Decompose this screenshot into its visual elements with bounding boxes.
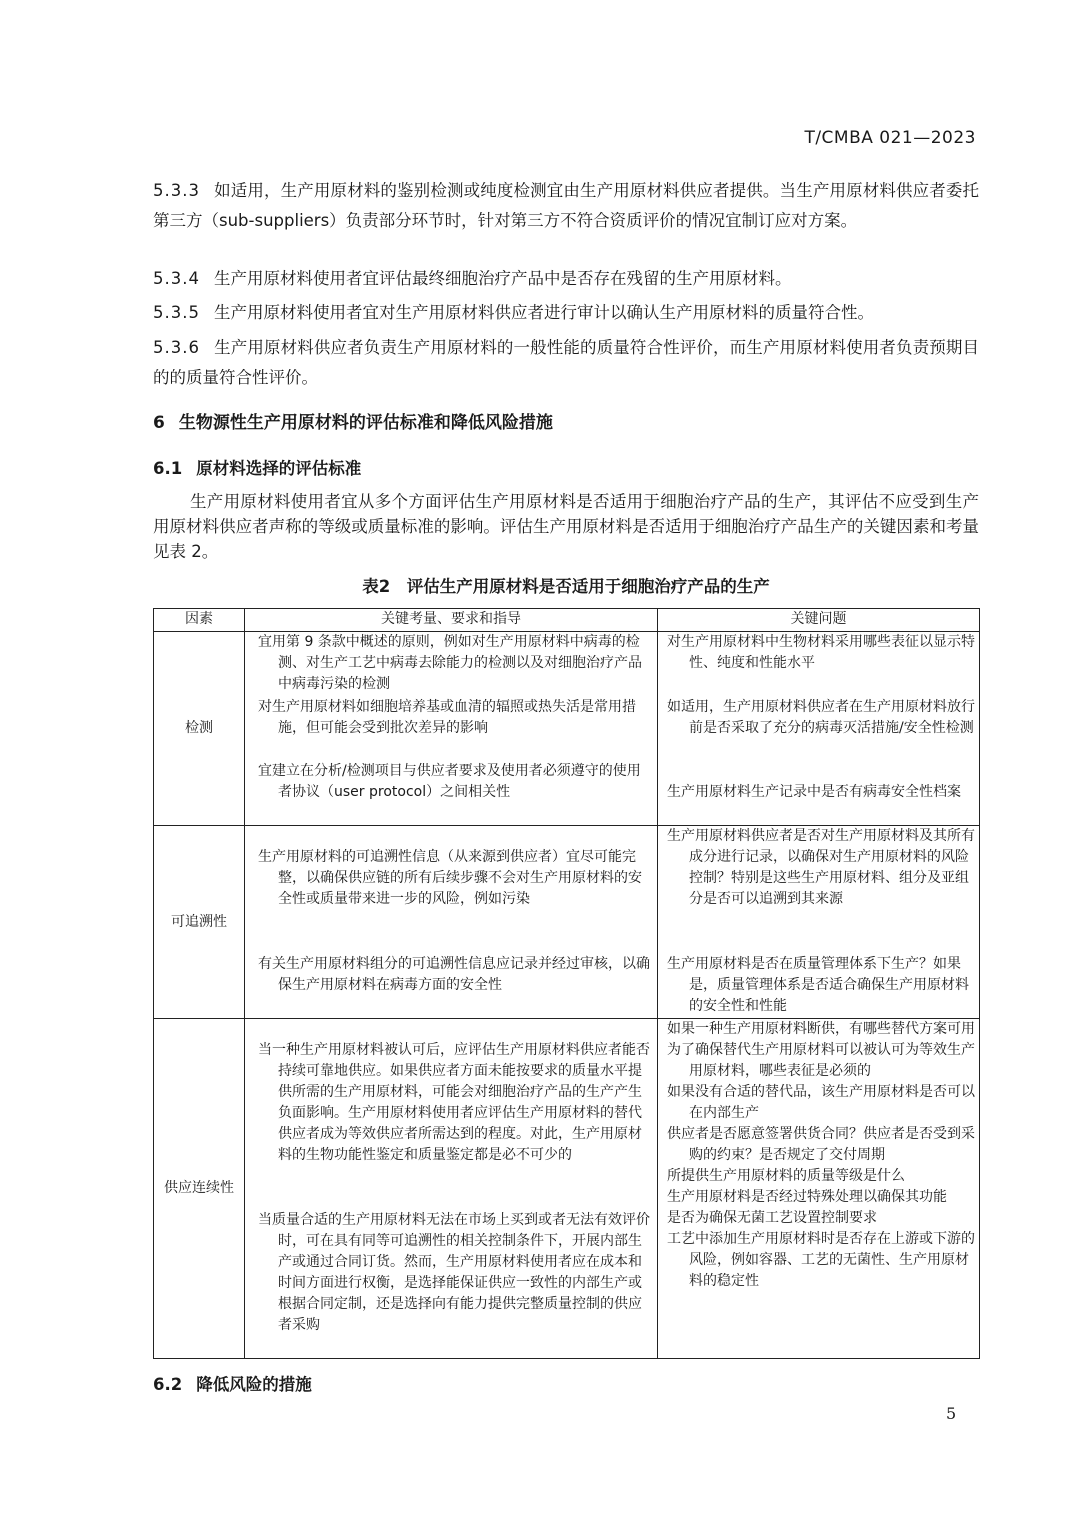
section-number: 6.1 <box>153 459 183 478</box>
consideration-entry: 宜用第 9 条款中概述的原则，例如对生产用原材料中病毒的检测、对生产工艺中病毒去除能力的检测以及对细胞治疗产品中病毒污染的检测 <box>258 634 642 692</box>
section-title: 降低风险的措施 <box>196 1375 312 1394</box>
table-2 <box>153 608 980 1359</box>
clause-number: 5.3.5 <box>153 303 200 322</box>
section-6-1-paragraph: 生产用原材料使用者宜从多个方面评估生产用原材料是否适用于细胞治疗产品的生产，其评估不应受到生产用原材料供应者声称的等级或质量标准的影响。评估生产用原材料是否适用于细胞治疗产品生产的关键因素和考量见表 2。 <box>153 492 979 561</box>
section-number: 6 <box>153 413 165 433</box>
consideration-entry: 生产用原材料的可追溯性信息（从来源到供应者）宜尽可能完整，以确保供应链的所有后续步骤不会对生产用原材料的安全性或质量带来进一步的风险，例如污染 <box>258 849 642 907</box>
section-title: 生物源性生产用原材料的评估标准和降低风险措施 <box>178 413 553 433</box>
clause-5-3-4 <box>153 264 979 294</box>
question-entry: 如果没有合适的替代品，该生产用原材料是否可以在内部生产 <box>667 1084 975 1121</box>
header-factor: 因素 <box>154 609 245 632</box>
clause-text: 生产用原材料使用者宜评估最终细胞治疗产品中是否存在残留的生产用原材料。 <box>213 269 792 288</box>
clause-number: 5.3.3 <box>153 181 200 200</box>
considerations-cell <box>245 632 658 826</box>
header-considerations: 关键考量、要求和指导 <box>245 609 658 632</box>
clause-text: 生产用原材料供应者负责生产用原材料的一般性能的质量符合性评价，而生产用原材料使用者负责预期目的的质量符合性评价。 <box>153 338 979 387</box>
page-number: 5 <box>946 1404 957 1423</box>
section-6-heading <box>153 408 553 433</box>
question-entry: 是否为确保无菌工艺设置控制要求 <box>667 1210 877 1226</box>
consideration-entry: 有关生产用原材料组分的可追溯性信息应记录并经过审核，以确保生产用原材料在病毒方面的安全性 <box>258 956 650 993</box>
header-questions: 关键问题 <box>658 609 980 632</box>
question-entry: 如适用，生产用原材料供应者在生产用原材料放行前是否采取了充分的病毒灭活措施/安全性检测 <box>667 699 975 736</box>
factor-cell: 供应连续性 <box>154 1019 245 1359</box>
question-entry: 如果一种生产用原材料断供，有哪些替代方案可用 <box>667 1021 975 1037</box>
clause-5-3-3 <box>153 176 979 236</box>
question-entry: 生产用原材料生产记录中是否有病毒安全性档案 <box>667 784 961 800</box>
section-title: 原材料选择的评估标准 <box>196 459 362 478</box>
factor-cell: 检测 <box>154 632 245 826</box>
clause-text: 如适用，生产用原材料的鉴别检测或纯度检测宜由生产用原材料供应者提供。当生产用原材料供应者委托第三方（sub-suppliers）负责部分环节时，针对第三方不符合资质评价的情况宜制订应对方案。 <box>153 181 979 230</box>
consideration-entry: 当质量合适的生产用原材料无法在市场上买到或者无法有效评价时，可在具有同等可追溯性的相关控制条件下，开展内部生产或通过合同订货。然而，生产用原材料使用者应在成本和时间方面进行权衡，是选择能保证供应一致性的内部生产或根据合同定制，还是选择向有能力提供完整质量控制的供应者采购 <box>258 1212 650 1333</box>
considerations-cell <box>245 1019 658 1359</box>
questions-cell <box>658 632 980 826</box>
clause-text: 生产用原材料使用者宜对生产用原材料供应者进行审计以确认生产用原材料的质量符合性。 <box>213 303 874 322</box>
considerations-cell <box>245 826 658 1019</box>
table-2-title: 表2 评估生产用原材料是否适用于细胞治疗产品的生产 <box>362 577 770 596</box>
question-entry: 工艺中添加生产用原材料时是否存在上游或下游的风险，例如容器、工艺的无菌性、生产用原材料的稳定性 <box>667 1231 975 1289</box>
table-row <box>154 632 980 826</box>
clause-5-3-5 <box>153 298 979 328</box>
table-row <box>154 1019 980 1359</box>
factor-cell: 可追溯性 <box>154 826 245 1019</box>
table-row <box>154 826 980 1019</box>
clause-5-3-6 <box>153 333 979 393</box>
question-entry: 所提供生产用原材料的质量等级是什么 <box>667 1168 905 1184</box>
question-entry: 生产用原材料是否在质量管理体系下生产？如果是，质量管理体系是否适合确保生产用原材料的安全性和性能 <box>667 956 969 1014</box>
section-6-1-heading <box>153 455 361 479</box>
standard-code: T/CMBA 021—2023 <box>804 128 976 148</box>
clause-number: 5.3.4 <box>153 269 200 288</box>
consideration-entry: 对生产用原材料如细胞培养基或血清的辐照或热失活是常用措施，但可能会受到批次差异的影响 <box>258 699 636 736</box>
question-entry: 生产用原材料供应者是否对生产用原材料及其所有成分进行记录，以确保对生产用原材料的风险控制？特别是这些生产用原材料、组分及亚组分是否可以追溯到其来源 <box>667 828 975 907</box>
section-6-2-heading <box>153 1371 312 1395</box>
question-entry: 为了确保替代生产用原材料可以被认可为等效生产用原材料，哪些表征是必须的 <box>667 1042 975 1079</box>
question-entry: 生产用原材料是否经过特殊处理以确保其功能 <box>667 1189 947 1205</box>
question-entry: 供应者是否愿意签署供货合同？供应者是否受到采购的约束？是否规定了交付周期 <box>667 1126 975 1163</box>
section-number: 6.2 <box>153 1375 183 1394</box>
consideration-entry: 宜建立在分析/检测项目与供应者要求及使用者必须遵守的使用者协议（user protocol）之间相关性 <box>258 763 641 800</box>
questions-cell <box>658 826 980 1019</box>
question-entry: 对生产用原材料中生物材料采用哪些表征以显示特性、纯度和性能水平 <box>667 634 975 671</box>
clause-number: 5.3.6 <box>153 338 200 357</box>
questions-cell <box>658 1019 980 1359</box>
table-header-row <box>154 609 980 632</box>
consideration-entry: 当一种生产用原材料被认可后，应评估生产用原材料供应者能否持续可靠地供应。如果供应者方面未能按要求的质量水平提供所需的生产用原材料，可能会对细胞治疗产品的生产产生负面影响。生产用原材料使用者应评估生产用原材料的替代供应者成为等效供应者所需达到的程度。对此，生产用原材料的生物功能性鉴定和质量鉴定都是必不可少的 <box>258 1042 650 1163</box>
